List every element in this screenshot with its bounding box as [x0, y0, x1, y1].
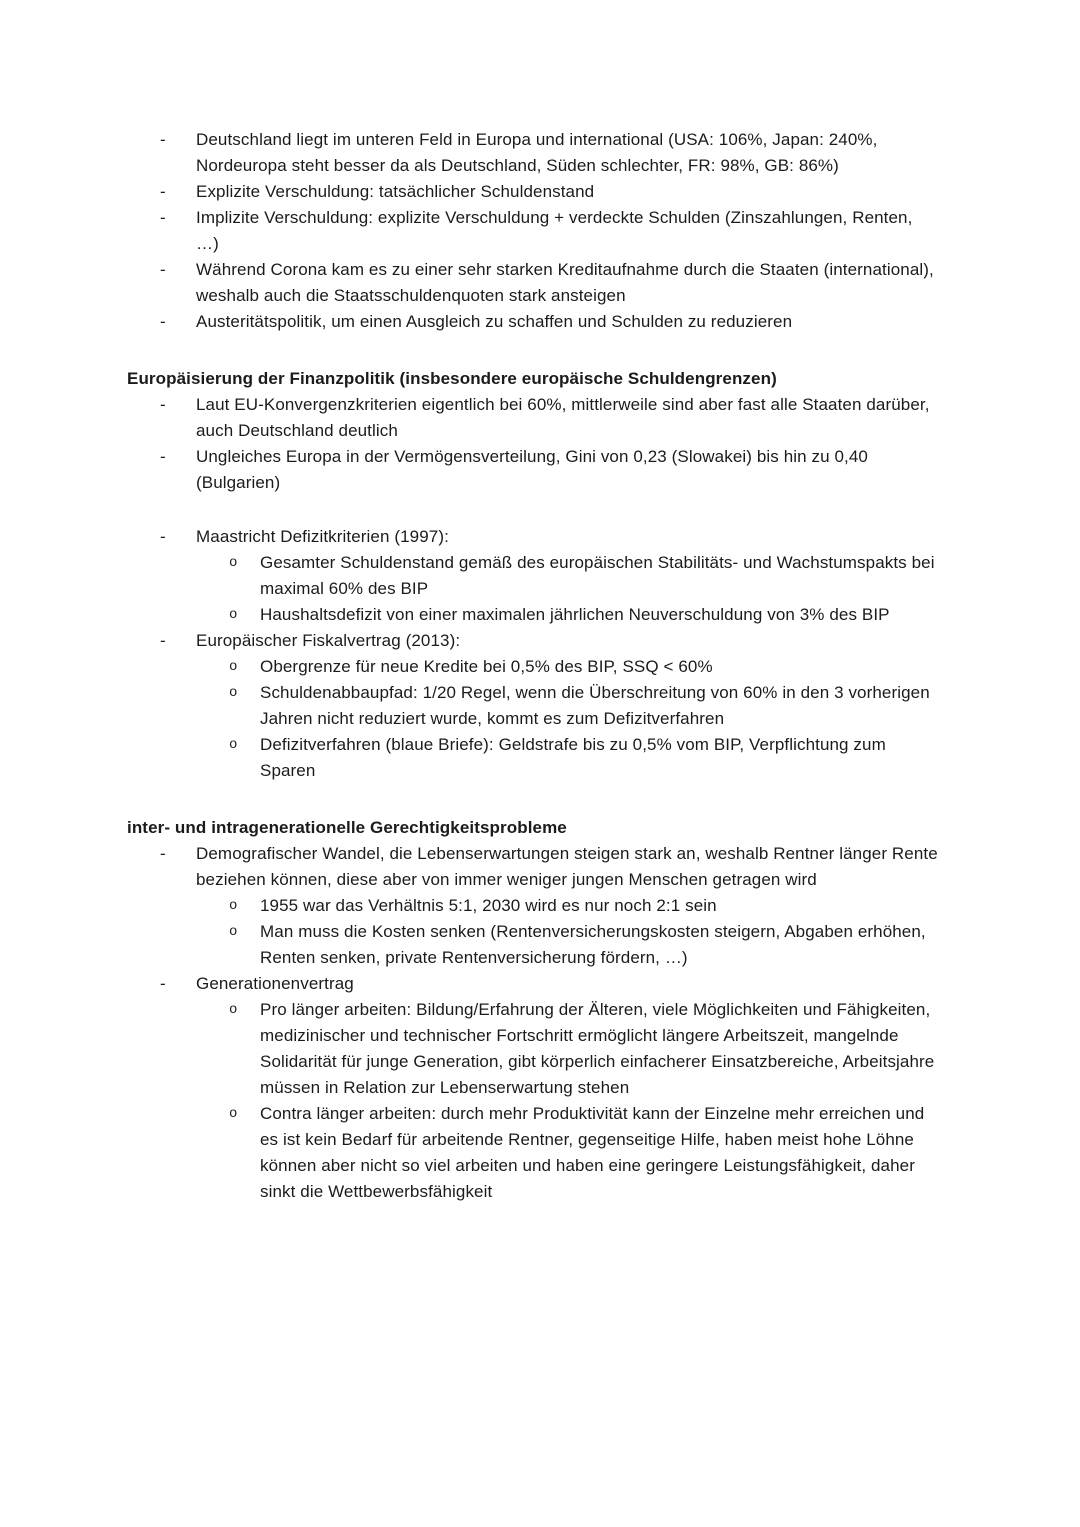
list-item-text: Implizite Verschuldung: explizite Verschuldung + verdeckte Schulden (Zinszahlungen, Renten, …)	[196, 208, 913, 253]
document-content	[127, 127, 952, 1205]
list-item-text: 1955 war das Verhältnis 5:1, 2030 wird es nur noch 2:1 sein	[260, 896, 717, 915]
dash-bullet: -	[160, 844, 166, 863]
list-item	[127, 893, 944, 919]
list-item-text: Deutschland liegt im unteren Feld in Europa und international (USA: 106%, Japan: 240%, Nordeuropa steht besser da als Deutschland, Süden schlechter, FR: 98%, GB: 86%)	[196, 130, 878, 175]
circle-bullet: o	[229, 898, 238, 914]
dash-bullet: -	[160, 974, 166, 993]
list-item	[127, 997, 944, 1101]
dash-bullet: -	[160, 631, 166, 650]
list-item	[127, 841, 940, 893]
section-heading: Europäisierung der Finanzpolitik (insbesondere europäische Schuldengrenzen)	[127, 369, 777, 388]
dash-bullet: -	[160, 260, 166, 279]
dash-bullet: -	[160, 395, 166, 414]
list-item-text: Explizite Verschuldung: tatsächlicher Schuldenstand	[196, 182, 595, 201]
section-heading: inter- und intragenerationelle Gerechtigkeitsprobleme	[127, 818, 567, 837]
circle-bullet: o	[229, 607, 238, 623]
list-item-text: Haushaltsdefizit von einer maximalen jährlichen Neuverschuldung von 3% des BIP	[260, 605, 890, 624]
list-item-text: Contra länger arbeiten: durch mehr Produktivität kann der Einzelne mehr erreichen und es ist kein Bedarf für arbeitende Rentner, gegenseitige Hilfe, haben meist hohe Löhne können aber nicht so viel arbeiten und haben eine geringere Leistungsfähigkeit, daher sinkt die Wettbewerbsfähigkeit	[260, 1104, 925, 1201]
list-item	[127, 524, 940, 550]
list-item-text: Laut EU-Konvergenzkriterien eigentlich bei 60%, mittlerweile sind aber fast alle Staaten darüber, auch Deutschland deutlich	[196, 395, 930, 440]
list-item-text: Man muss die Kosten senken (Rentenversicherungskosten steigern, Abgaben erhöhen, Renten senken, private Rentenversicherung fördern, …)	[260, 922, 926, 967]
list-item	[127, 971, 940, 997]
list-item-text: Maastricht Defizitkriterien (1997):	[196, 527, 449, 546]
document-section	[127, 815, 952, 1205]
dash-bullet: -	[160, 182, 166, 201]
list-item	[127, 1101, 944, 1205]
list-item-text: Obergrenze für neue Kredite bei 0,5% des BIP, SSQ < 60%	[260, 657, 713, 676]
dash-bullet: -	[160, 447, 166, 466]
dash-bullet: -	[160, 527, 166, 546]
list-item	[127, 680, 944, 732]
list-item-text: Demografischer Wandel, die Lebenserwartungen steigen stark an, weshalb Rentner länger Rente beziehen können, diese aber von immer weniger jungen Menschen getragen wird	[196, 844, 938, 889]
circle-bullet: o	[229, 1106, 238, 1122]
list-item	[127, 550, 944, 602]
list-item-text: Schuldenabbaupfad: 1/20 Regel, wenn die Überschreitung von 60% in den 3 vorherigen Jahren nicht reduziert wurde, kommt es zum Defizitverfahren	[260, 683, 930, 728]
list-item-text: Defizitverfahren (blaue Briefe): Geldstrafe bis zu 0,5% vom BIP, Verpflichtung zum Sparen	[260, 735, 886, 780]
dash-bullet: -	[160, 130, 166, 149]
list-item	[127, 444, 940, 496]
list-item	[127, 602, 944, 628]
list-item	[127, 127, 940, 179]
circle-bullet: o	[229, 1002, 238, 1018]
document-section	[127, 127, 952, 335]
list-item-text: Generationenvertrag	[196, 974, 354, 993]
dash-bullet: -	[160, 208, 166, 227]
list-item-text: Gesamter Schuldenstand gemäß des europäischen Stabilitäts- und Wachstumspakts bei maximal 60% des BIP	[260, 553, 935, 598]
list-item-text: Austeritätspolitik, um einen Ausgleich zu schaffen und Schulden zu reduzieren	[196, 312, 793, 331]
list-item	[127, 919, 944, 971]
list-item	[127, 654, 944, 680]
list-item	[127, 179, 940, 205]
circle-bullet: o	[229, 737, 238, 753]
document-section	[127, 366, 952, 784]
dash-bullet: -	[160, 312, 166, 331]
circle-bullet: o	[229, 924, 238, 940]
circle-bullet: o	[229, 555, 238, 571]
list-item-text: Pro länger arbeiten: Bildung/Erfahrung der Älteren, viele Möglichkeiten und Fähigkeiten, medizinischer und technischer Fortschritt ermöglicht längere Arbeitszeit, mangelnde Solidarität für junge Generation, gibt körperlich einfacherer Einsatzbereiche, Arbeitsjahre müssen in Relation zur Lebenserwartung stehen	[260, 1000, 935, 1097]
list-item	[127, 309, 940, 335]
list-item-text: Europäischer Fiskalvertrag (2013):	[196, 631, 461, 650]
list-item	[127, 257, 940, 309]
list-item	[127, 205, 940, 257]
list-item	[127, 628, 940, 654]
list-item-text: Ungleiches Europa in der Vermögensverteilung, Gini von 0,23 (Slowakei) bis hin zu 0,40 (Bulgarien)	[196, 447, 868, 492]
circle-bullet: o	[229, 685, 238, 701]
circle-bullet: o	[229, 659, 238, 675]
list-item-text: Während Corona kam es zu einer sehr starken Kreditaufnahme durch die Staaten (international), weshalb auch die Staatsschuldenquoten stark ansteigen	[196, 260, 934, 305]
list-item	[127, 392, 940, 444]
list-item	[127, 732, 944, 784]
